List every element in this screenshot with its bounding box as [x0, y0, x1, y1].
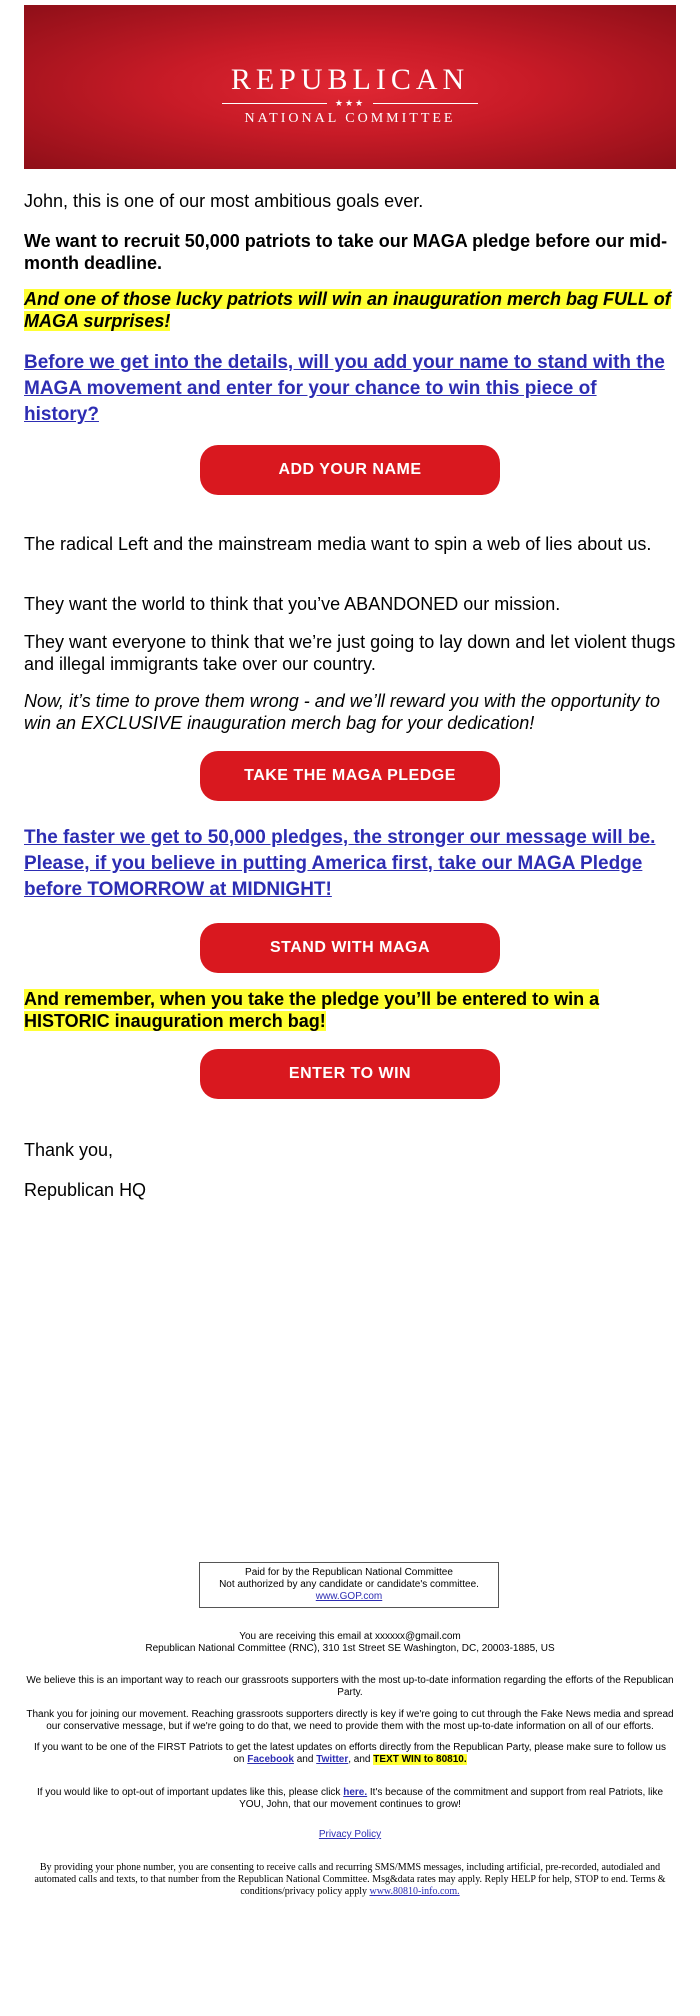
para-prove-wrong: Now, it’s time to prove them wrong - and we’ll reward you with the opportunity to win an EXCLUSIVE inauguration merch bag for your dedication! [24, 691, 660, 733]
optout-text [24, 1787, 676, 1811]
take-maga-pledge-button[interactable]: TAKE THE MAGA PLEDGE [200, 751, 500, 801]
first-patriots-pre: If you want to be one of the FIRST Patriots to get the latest updates on efforts directly from the Republican Party, please make sure to follow us on [33, 1742, 666, 1765]
facebook-link[interactable]: Facebook [247, 1754, 294, 1765]
email-container [24, 5, 676, 1897]
receiving-info [24, 1631, 676, 1655]
privacy-policy-link[interactable]: Privacy Policy [318, 1829, 382, 1840]
signoff-text: Republican HQ [24, 1180, 147, 1200]
para-thugs: They want everyone to think that we’re just going to lay down and let violent thugs and illegal immigrants take over our country. [24, 632, 676, 674]
banner-title: REPUBLICAN [230, 63, 470, 96]
thank-joining-text: Thank you for joining our movement. Reaching grassroots supporters directly is key if we're going to cut through the Fake News media and spread our conservative message, but if we're going to do that, we need to provide them with the most up-to-date information on all of our efforts. [26, 1709, 674, 1732]
rnc-banner [24, 5, 676, 169]
rnc-logo [24, 65, 676, 127]
believe-text: We believe this is an important way to reach our grassroots supporters with the most up-to-date information regarding the efforts of the Republican Party. [26, 1675, 674, 1698]
goal-text: We want to recruit 50,000 patriots to take our MAGA pledge before our mid-month deadline. [24, 231, 668, 273]
para-radical-left: The radical Left and the mainstream media want to spin a web of lies about us. [24, 534, 652, 554]
prize-highlight: And one of those lucky patriots will win an inauguration merch bag FULL of MAGA surprises! [24, 289, 671, 331]
sms-info-link[interactable]: www.80810-info.com. [369, 1886, 460, 1897]
banner-subtitle: NATIONAL COMMITTEE [244, 111, 456, 126]
thank-you-text: Thank you, [24, 1140, 114, 1160]
text-win-highlight: TEXT WIN to 80810. [373, 1754, 467, 1765]
receiving-email: You are receiving this email at xxxxxx@gmail.com [239, 1631, 461, 1642]
rnc-address: Republican National Committee (RNC), 310 1st Street SE Washington, DC, 20003-1885, US [145, 1643, 555, 1654]
sms-consent-text [24, 1862, 676, 1898]
and-text-2: , and [348, 1754, 371, 1765]
paid-line-1: Paid for by the Republican National Committee [245, 1567, 453, 1578]
remember-text [24, 988, 676, 1032]
and-text-1: and [296, 1754, 314, 1765]
banner-divider-left [222, 103, 327, 104]
link-pledge-text[interactable] [24, 825, 676, 903]
para-abandoned: They want the world to think that you’ve ABANDONED our mission. [24, 594, 561, 614]
gop-link[interactable]: www.GOP.com [315, 1591, 383, 1602]
prize-text [24, 288, 676, 332]
pledge-link[interactable]: The faster we get to 50,000 pledges, the stronger our message will be. Please, if you believe in putting America first, take our MAGA Pledge before TOMORROW at MIDNIGHT! [24, 827, 656, 900]
first-patriots-text [30, 1742, 670, 1766]
greeting-text: John, this is one of our most ambitious goals ever. [24, 191, 424, 211]
add-your-name-button[interactable]: ADD YOUR NAME [200, 445, 500, 495]
optout-pre: If you would like to opt-out of important updates like this, please click [36, 1787, 341, 1798]
paid-line-2: Not authorized by any candidate or candidate's committee. [219, 1579, 479, 1590]
remember-highlight: And remember, when you take the pledge you’ll be entered to win a HISTORIC inauguration merch bag! [24, 989, 600, 1031]
optout-post: It's because of the commitment and support from real Patriots, like YOU, John, that our movement continues to grow! [239, 1787, 664, 1810]
privacy-row [24, 1829, 676, 1841]
sms-text: By providing your phone number, you are consenting to receive calls and recurring SMS/MMS messages, including artificial, pre-recorded, autodialed and automated calls and texts, to that number from the Republican National Committee. Msg&data rates may apply. Reply HELP for help, STOP to end. Terms & conditions/privacy policy apply [34, 1862, 666, 1897]
optout-link[interactable]: here. [343, 1787, 368, 1798]
twitter-link[interactable]: Twitter [316, 1754, 349, 1765]
paid-for-box [199, 1562, 499, 1608]
add-name-link[interactable]: Before we get into the details, will you add your name to stand with the MAGA movement and enter for your chance to win this piece of history? [24, 352, 665, 425]
stand-with-maga-button[interactable]: STAND WITH MAGA [200, 923, 500, 973]
banner-divider-right [373, 103, 478, 104]
stars-icon: ★★★ [334, 98, 366, 108]
link-add-name-text[interactable] [24, 350, 676, 428]
enter-to-win-button[interactable]: ENTER TO WIN [200, 1049, 500, 1099]
